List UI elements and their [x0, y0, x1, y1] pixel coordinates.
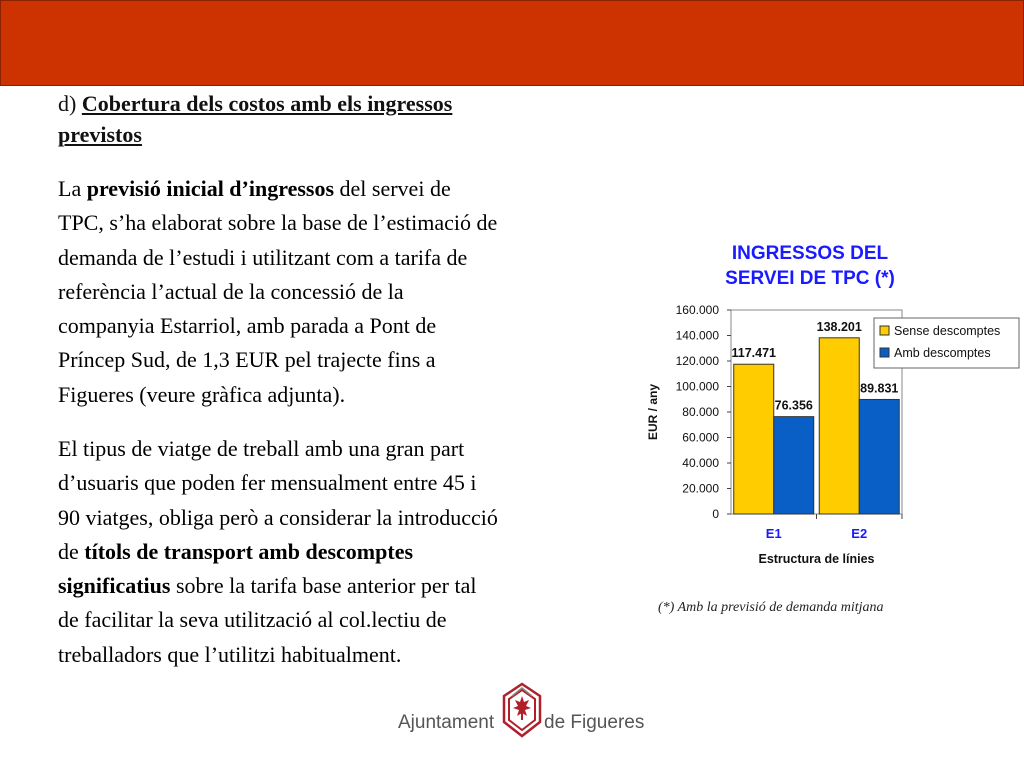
- y-tick-label: 20.000: [682, 481, 719, 496]
- text-line: [58, 343, 630, 377]
- text-line: [58, 466, 630, 500]
- text-line: [58, 432, 630, 466]
- y-tick-label: 140.000: [675, 328, 719, 343]
- data-label: 138.201: [816, 319, 862, 334]
- data-label: 117.471: [731, 346, 776, 361]
- heading-prefix: d): [58, 91, 82, 116]
- text-segment: demanda de l’estudi i utilitzant com a tarifa de: [58, 244, 468, 270]
- y-tick-label: 100.000: [675, 379, 719, 394]
- text-line: [58, 569, 630, 603]
- text-line: [58, 275, 630, 309]
- text-segment: 90 viatges, obliga però a considerar la introducció: [58, 504, 498, 530]
- data-label: 89.831: [860, 381, 899, 396]
- y-tick-label: 120.000: [675, 354, 719, 368]
- text-segment: El tipus de viatge de treball amb una gran part: [58, 436, 465, 461]
- y-tick-label: 40.000: [682, 456, 719, 470]
- text-segment: del servei de: [334, 176, 451, 201]
- chart-caption: (*) Amb la previsió de demanda mitjana: [658, 600, 884, 615]
- y-tick-label: 0: [712, 507, 719, 521]
- x-axis-label: Estructura de línies: [758, 552, 875, 566]
- y-tick-label: 60.000: [682, 430, 719, 445]
- bold-text: títols de transport amb descomptes: [84, 538, 414, 564]
- text-line: [58, 206, 630, 240]
- chart-title-line2: SERVEI DE TPC (*): [725, 268, 895, 289]
- heading-title-line2: previstos: [58, 122, 142, 147]
- bar: [859, 399, 899, 514]
- text-line: [58, 603, 630, 637]
- y-tick-label: 160.000: [675, 303, 719, 317]
- chart-title-line1: INGRESSOS DEL: [731, 243, 889, 264]
- text-segment: d’usuaris que poden fer mensualment entre 45 i: [58, 470, 477, 496]
- paragraph-travel-discounts: [58, 432, 630, 672]
- text-segment: de: [58, 538, 85, 564]
- data-label: 76.356: [774, 398, 813, 413]
- text-segment: referència l’actual de la concessió de la: [58, 278, 404, 304]
- text-segment: TPC, s’ha elaborat sobre la base de l’estimació de: [58, 210, 498, 236]
- section-heading: [58, 88, 630, 150]
- chart-title: [686, 241, 934, 291]
- text-segment: La: [58, 176, 87, 201]
- text-line: [58, 309, 630, 343]
- paragraph-demand-forecast: [58, 172, 630, 412]
- text-segment: treballadors que l’utilitzi habitualment.: [58, 641, 402, 667]
- text-line: [58, 638, 630, 672]
- text-segment: Príncep Sud, de 1,3 EUR pel trajecte fins a: [58, 347, 436, 373]
- y-axis-label: EUR / any: [646, 383, 660, 441]
- text-line: [58, 501, 630, 535]
- text-line: [58, 172, 630, 206]
- logo-text-left: Ajuntament: [398, 712, 495, 733]
- text-line: [58, 535, 630, 569]
- bold-text: previsió inicial d’ingressos: [86, 176, 335, 201]
- legend-label: Amb descomptes: [894, 346, 991, 360]
- header-bar: [0, 0, 1024, 86]
- y-tick-label: 80.000: [682, 405, 719, 419]
- text-segment: sobre la tarifa base anterior per tal: [170, 573, 477, 599]
- revenue-bar-chart: [640, 296, 1022, 574]
- logo-text-right: de Figueres: [544, 712, 645, 733]
- bar: [734, 364, 774, 514]
- text-line: [58, 241, 630, 275]
- text-segment: companyia Estarriol, amb parada a Pont de: [58, 313, 437, 339]
- legend-swatch: [880, 348, 889, 357]
- legend-label: Sense descomptes: [894, 324, 1001, 338]
- x-category-label: E2: [851, 526, 868, 541]
- heading-title-line1: Cobertura dels costos amb els ingressos: [81, 91, 453, 116]
- text-segment: Figueres (veure gràfica adjunta).: [58, 381, 346, 407]
- bar: [774, 417, 814, 514]
- legend-swatch: [880, 326, 889, 335]
- x-category-label: E1: [765, 526, 782, 541]
- bar: [819, 338, 859, 514]
- text-line: [58, 378, 630, 412]
- figueres-shield-icon: [502, 682, 542, 738]
- text-segment: de facilitar la seva utilització al col.lectiu de: [58, 607, 447, 633]
- bold-text: significatius: [58, 573, 171, 599]
